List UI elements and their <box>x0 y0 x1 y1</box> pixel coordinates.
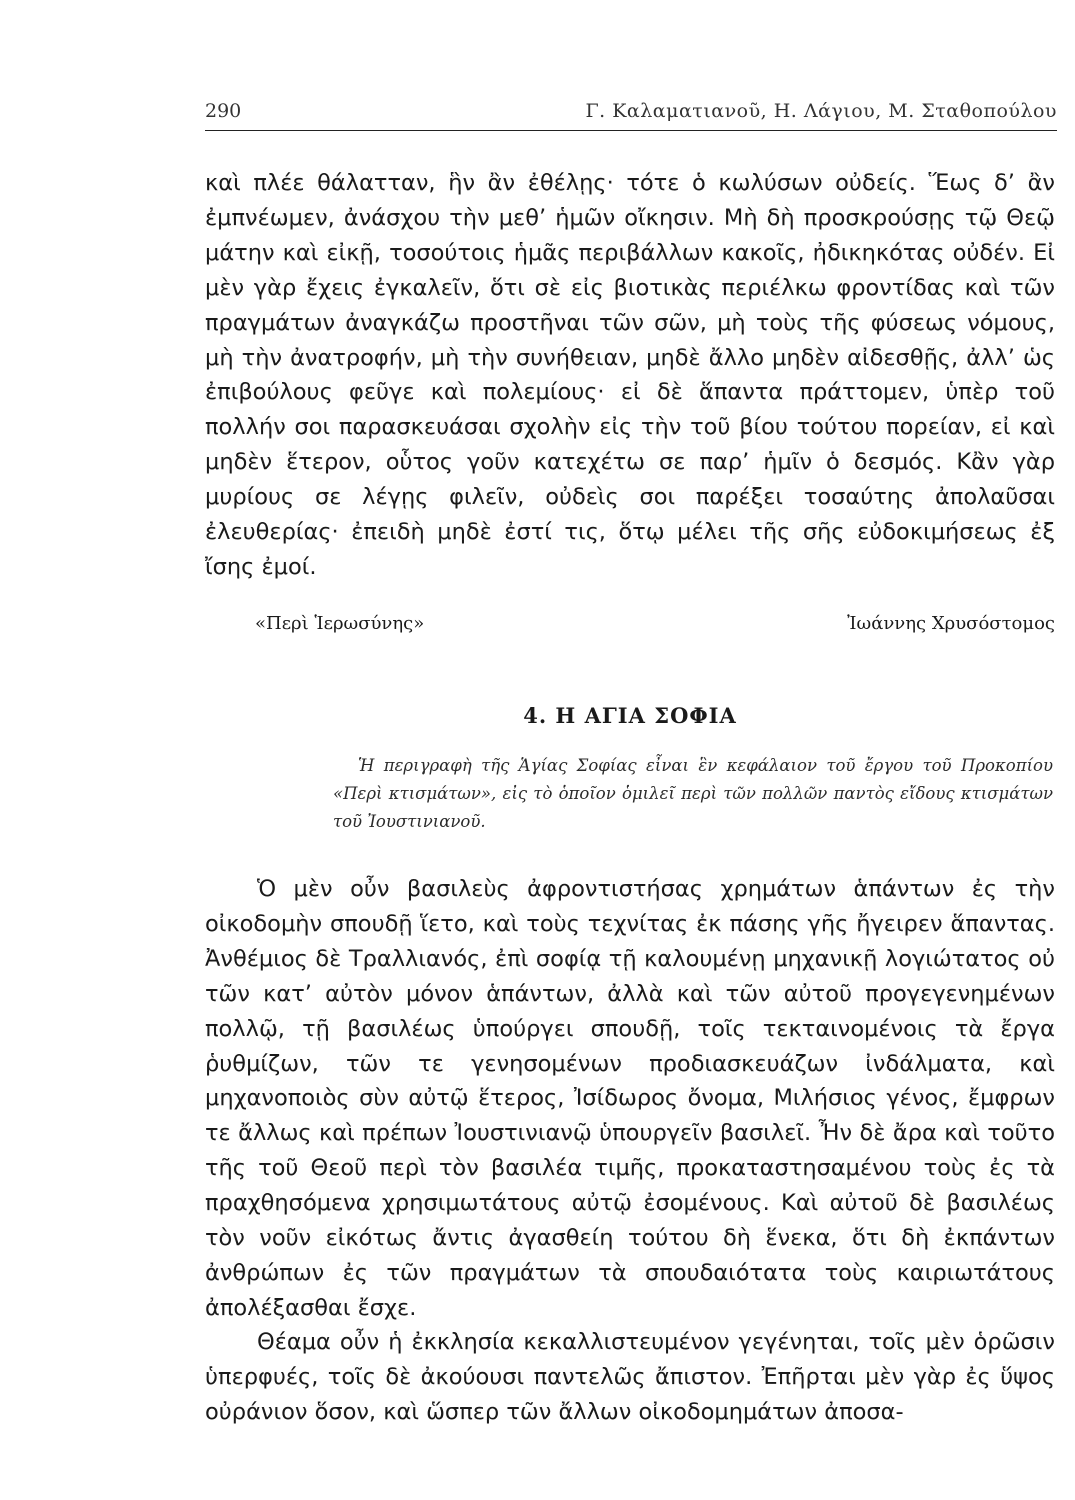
intro-note: Ἡ περιγραφὴ τῆς Ἁγίας Σοφίας εἶναι ἓν κεφάλαιον τοῦ ἔργου τοῦ Προκοπίου «Περὶ κτισμάτων», εἰς τὸ ὁποῖον ὁμιλεῖ περὶ τῶν πολλῶν παντὸς εἴδους κτισμάτων τοῦ Ἰουστινιανοῦ. <box>333 756 1053 831</box>
page-header <box>205 100 1057 131</box>
author-name: Ἰωάννης Χρυσόστομος <box>847 613 1055 634</box>
quote-attribution <box>255 613 1055 643</box>
paragraph-procopius-2: Θέαμα οὖν ἡ ἐκκλησία κεκαλλιστευμένον γεγένηται, τοῖς μὲν ὁρῶσιν ὑπερφυές, τοῖς δὲ ἀκούουσι παντελῶς ἄπιστον. Ἐπῆρται μὲν γὰρ ἐς ὕψος οὐράνιον ὅσον, καὶ ὥσπερ τῶν ἄλλων οἰκοδομημάτων ἀποσα- <box>205 1329 1055 1425</box>
source-title: «Περὶ Ἱερωσύνης» <box>255 613 425 634</box>
running-head: Γ. Καλαματιανοῦ, Η. Λάγιου, Μ. Σταθοπούλου <box>585 100 1057 122</box>
page-number: 290 <box>205 100 242 122</box>
paragraph-procopius-1: Ὁ μὲν οὖν βασιλεὺς ἀφροντιστήσας χρημάτων ἁπάντων ἐς τὴν οἰκοδομὴν σπουδῇ ἵετο, καὶ τοὺς τεχνίτας ἐκ πάσης γῆς ἤγειρεν ἅπαντας. Ἀνθέμιος δὲ Τραλλιανός, ἐπὶ σοφίᾳ τῇ καλουμένῃ μηχανικῇ λογιώτατος οὐ τῶν κατ’ αὐτὸν μόνον ἁπάντων, ἀλλὰ καὶ τῶν αὐτοῦ προγεγενημένων πολλῷ, τῇ βασιλέως ὑπούργει σπουδῇ, τοῖς τεκταινομένοις τὰ ἔργα ῥυθμίζων, τῶν τε γενησομένων προδιασκευάζων ἰνδάλματα, καὶ μηχανοποιὸς σὺν αὐτῷ ἕτερος, Ἰσίδωρος ὄνομα, Μιλήσιος γένος, ἔμφρων τε ἄλλως καὶ πρέπων Ἰουστινιανῷ ὑπουργεῖν βασιλεῖ. Ἦν δὲ ἄρα καὶ τοῦτο τῆς τοῦ Θεοῦ περὶ τὸν βασιλέα τιμῆς, προκαταστησαμένου τοὺς ἐς τὰ πραχθησόμενα χρησιμωτάτους αὐτῷ ἐσομένους. Καὶ αὐτοῦ δὲ βασιλέως τὸν νοῦν εἰκότως ἄντις ἀγασθείη τούτου δὴ ἕνεκα, ὅτι δὴ ἐκπάντων ἀνθρώπων ἐς τῶν πραγμάτων τὰ σπουδαιότατα τοὺς καιριωτάτους ἀπολέξασθαι ἔσχε. <box>205 876 1055 1321</box>
paragraph-chrysostom: καὶ πλέε θάλατταν, ἣν ἂν ἐθέλῃς· τότε ὁ κωλύσων οὐδείς. Ἕως δ’ ἂν ἐμπνέωμεν, ἀνάσχου τὴν μεθ’ ἡμῶν οἴκησιν. Μὴ δὴ προσκρούσῃς τῷ Θεῷ μάτην καὶ εἰκῇ, τοσούτοις ἡμᾶς περιβάλλων κακοῖς, ἠδικηκότας οὐδέν. Εἰ μὲν γὰρ ἔχεις ἐγκαλεῖν, ὅτι σὲ εἰς βιοτικὰς περιέλκω φροντίδας καὶ τῶν πραγμάτων ἀναγκάζω προστῆναι τῶν σῶν, μὴ τοὺς τῆς φύσεως νόμους, μὴ τὴν ἀνατροφήν, μὴ τὴν συνήθειαν, μηδὲ ἄλλο μηδὲν αἰδεσθῇς, ἀλλ’ ὡς ἐπιβούλους φεῦγε καὶ πολεμίους· εἰ δὲ ἅπαντα πράττομεν, ὑπὲρ τοῦ πολλήν σοι παρασκευάσαι σχολὴν εἰς τὴν τοῦ βίου τούτου πορείαν, εἰ καὶ μηδὲν ἕτερον, οὗτος γοῦν κατεχέτω σε παρ’ ἡμῖν ὁ δεσμός. Κἂν γὰρ μυρίους σε λέγῃς φιλεῖν, οὐδεὶς σοι παρέξει τοσαύτης ἀπολαῦσαι ἐλευθερίας· ἐπειδὴ μηδὲ ἐστί τις, ὅτῳ μέλει τῆς σῆς εὐδοκιμήσεως ἐξ ἴσης ἐμοί. <box>205 170 1055 580</box>
section-heading: 4. Η ΑΓΙΑ ΣΟΦΙΑ <box>523 703 737 728</box>
